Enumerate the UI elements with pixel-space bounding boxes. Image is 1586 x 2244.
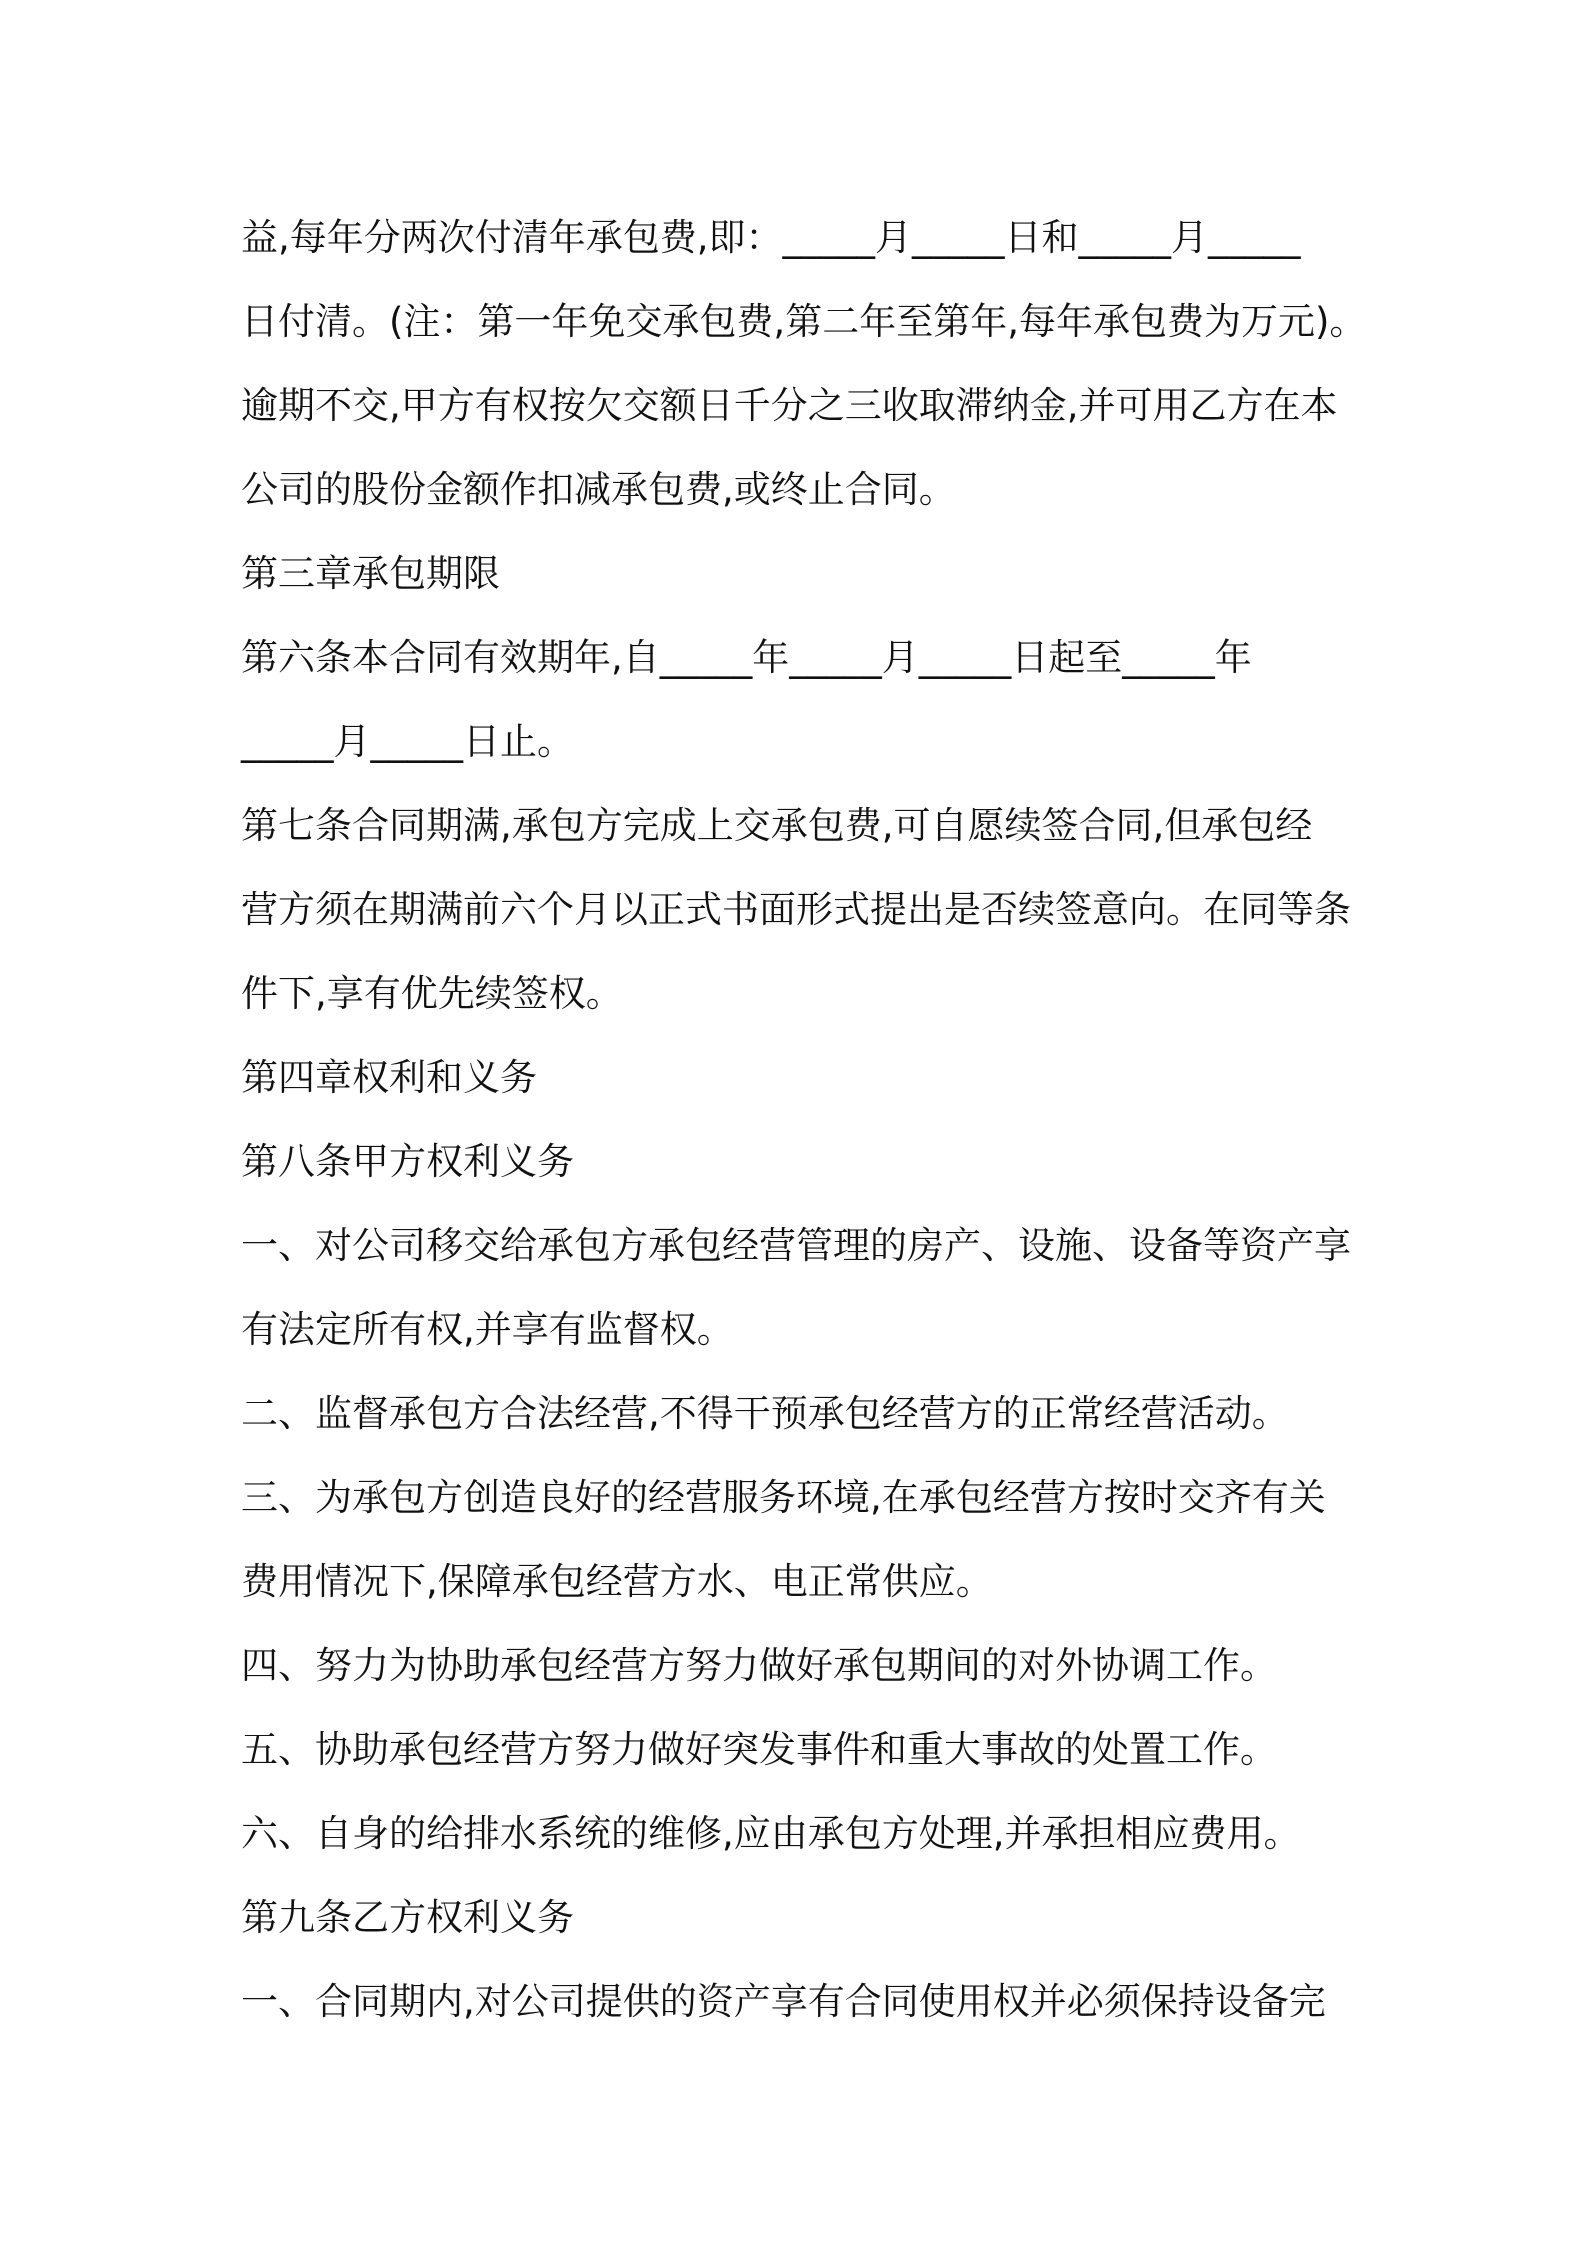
text-line-18: 四、努力为协助承包经营方努力做好承包期间的对外协调工作。 [241,1644,1277,1687]
text-line-19: 五、协助承包经营方努力做好突发事件和重大事故的处置工作。 [241,1728,1277,1771]
text-line-1: 益,每年分两次付清年承包费,即：_____月_____日和_____月_____ [241,216,1301,259]
document-body [241,196,1371,2044]
chapter-heading-4: 第四章权利和义务 [241,1056,537,1099]
text-line-13: 一、对公司移交给承包方承包经营管理的房产、设施、设备等资产享 [241,1224,1351,1267]
text-line-22: 一、合同期内,对公司提供的资产享有合同使用权并必须保持设备完 [241,1980,1326,2023]
article-heading-8: 第八条甲方权利义务 [241,1140,574,1183]
text-line-2: 日付清。(注：第一年免交承包费,第二年至第年,每年承包费为万元)。 [241,300,1367,343]
text-line-10: 件下,享有优先续签权。 [241,972,623,1015]
text-line-20: 六、自身的给排水系统的维修,应由承包方处理,并承担相应费用。 [241,1812,1301,1855]
text-line-14: 有法定所有权,并享有监督权。 [241,1308,734,1351]
text-line-9: 营方须在期满前六个月以正式书面形式提出是否续签意向。在同等条 [241,888,1351,931]
text-line-8: 第七条合同期满,承包方完成上交承包费,可自愿续签合同,但承包经 [241,804,1313,847]
text-line-7: _____月_____日止。 [241,720,574,763]
text-line-17: 费用情况下,保障承包经营方水、电正常供应。 [241,1560,993,1603]
article-heading-9: 第九条乙方权利义务 [241,1896,574,1939]
text-line-16: 三、为承包方创造良好的经营服务环境,在承包经营方按时交齐有关 [241,1476,1326,1519]
chapter-heading-3: 第三章承包期限 [241,552,500,595]
text-line-4: 公司的股份金额作扣减承包费,或终止合同。 [241,468,956,511]
text-line-15: 二、监督承包方合法经营,不得干预承包经营方的正常经营活动。 [241,1392,1289,1435]
text-line-3: 逾期不交,甲方有权按欠交额日千分之三收取滞纳金,并可用乙方在本 [241,384,1338,427]
text-line-6: 第六条本合同有效期年,自_____年_____月_____日起至_____年 [241,636,1252,679]
